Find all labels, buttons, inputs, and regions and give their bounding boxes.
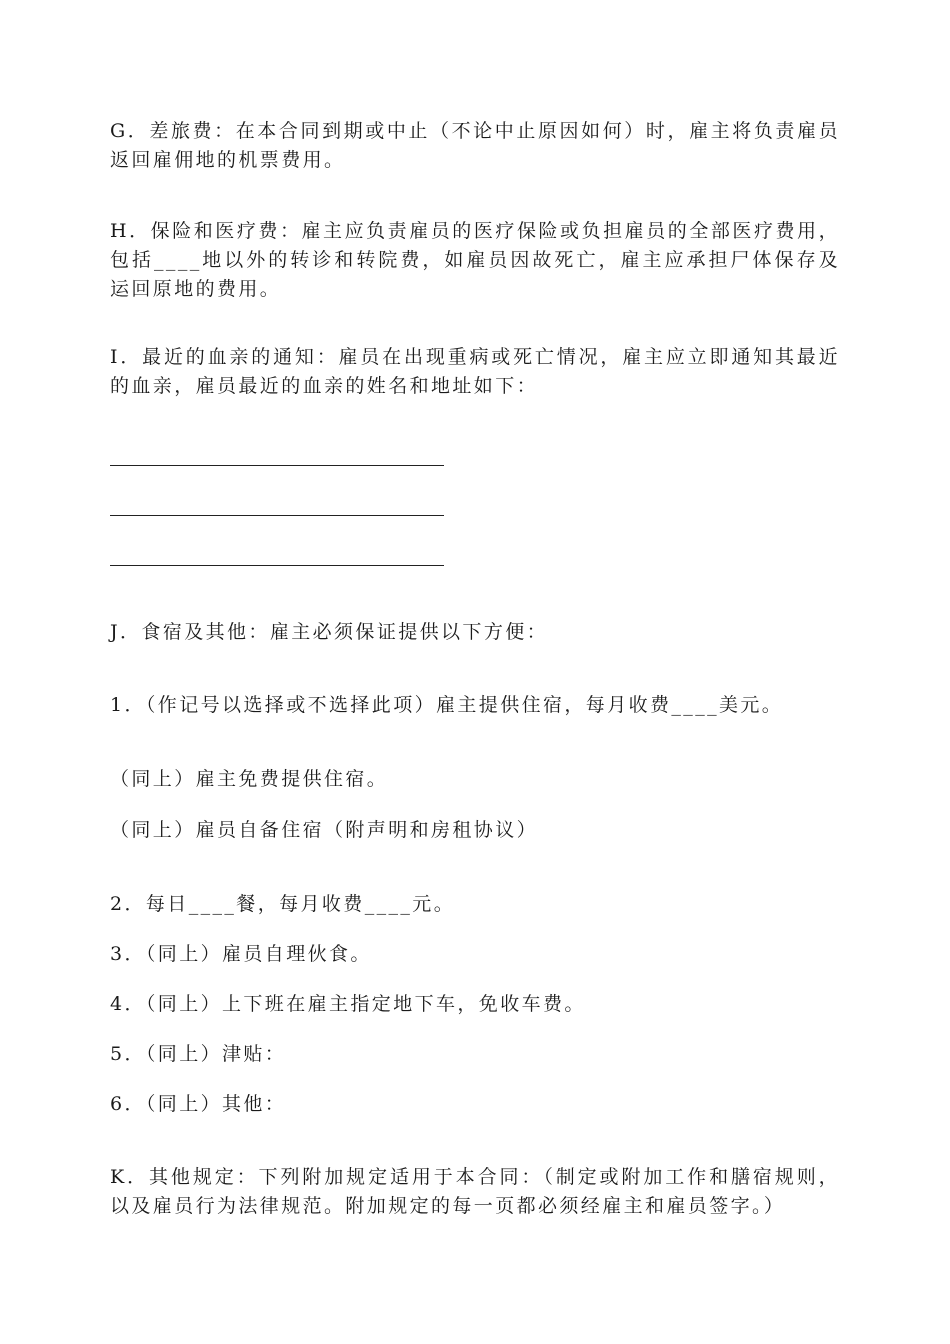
clause-j-board-lodging: J．食宿及其他：雇主必须保证提供以下方便： (110, 621, 549, 643)
item-1-lodging-fee: 1．（作记号以选择或不选择此项）雇主提供住宿，每月收费____美元。 (110, 694, 784, 716)
item-1a-free-lodging: （同上）雇主免费提供住宿。 (110, 768, 389, 790)
next-of-kin-blank-line-2 (110, 515, 444, 516)
next-of-kin-blank-line-3 (110, 565, 444, 566)
clause-k-other-provisions: K．其他规定：下列附加规定适用于本合同：（制定或附加工作和膳宿规则，以及雇员行为法律规范。附加规定的每一页都必须经雇主和雇员签字。） (110, 1166, 840, 1217)
clause-g-travel-expenses: G．差旅费：在本合同到期或中止（不论中止原因如何）时，雇主将负责雇员返回雇佣地的机票费用。 (110, 120, 840, 171)
next-of-kin-blank-line-1 (110, 465, 444, 466)
item-2-meals: 2．每日____餐，每月收费____元。 (110, 893, 456, 915)
item-4-transport: 4．（同上）上下班在雇主指定地下车，免收车费。 (110, 993, 586, 1015)
item-6-other: 6．（同上）其他： (110, 1093, 287, 1115)
clause-h-insurance-medical: H．保险和医疗费：雇主应负责雇员的医疗保险或负担雇员的全部医疗费用，包括____地以外的转诊和转院费，如雇员因故死亡，雇主应承担尸体保存及运回原地的费用。 (110, 220, 840, 300)
clause-i-next-of-kin: I．最近的血亲的通知：雇员在出现重病或死亡情况，雇主应立即通知其最近的血亲，雇员最近的血亲的姓名和地址如下： (110, 346, 840, 397)
item-5-allowance: 5．（同上）津贴： (110, 1043, 287, 1065)
item-1b-own-lodging: （同上）雇员自备住宿（附声明和房租协议） (110, 819, 539, 841)
item-3-own-meals: 3．（同上）雇员自理伙食。 (110, 943, 372, 965)
